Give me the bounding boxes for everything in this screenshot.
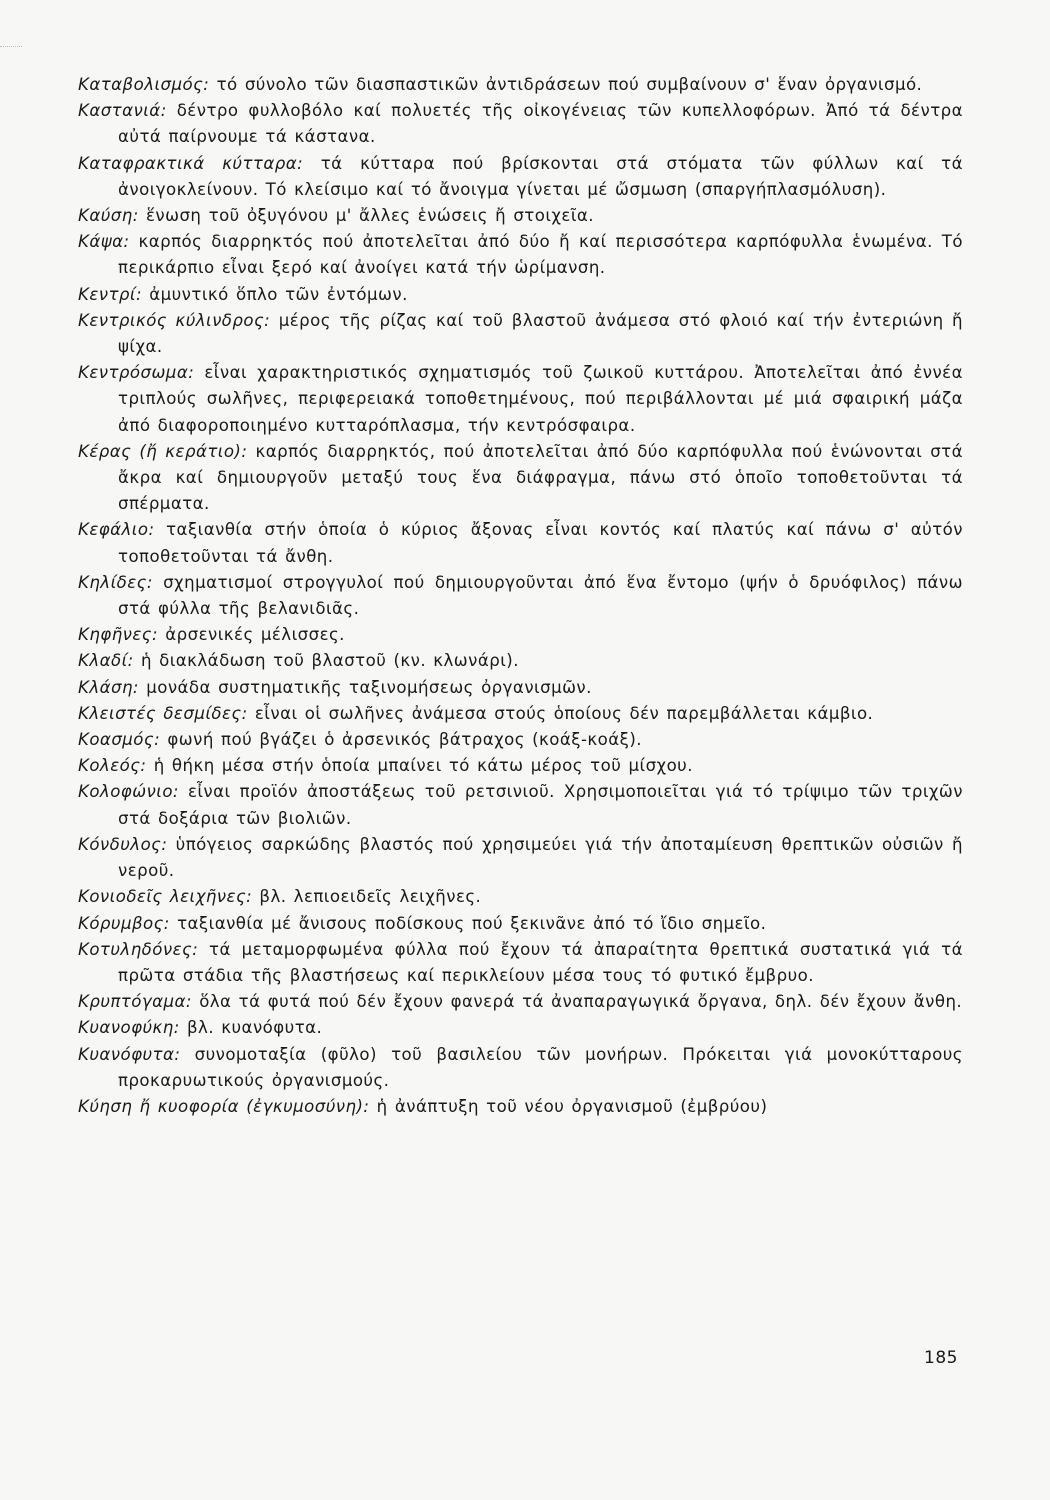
entry-definition: καρπός διαρρηκτός, πού ἀποτελεῖται ἀπό δύο καρπόφυλλα πού ἑνώνονται στά ἄκρα καί δημιουργοῦν μεταξύ τους ἕνα διάφραγμα, πάνω στό ὁποῖο τοποθετοῦνται τά σπέρματα. (118, 441, 963, 514)
entry-definition: ἡ διακλάδωση τοῦ βλαστοῦ (κν. κλωνάρι). (140, 651, 519, 671)
entry-term: Κλειστές δεσμίδες: (78, 703, 248, 723)
entry-term: Κοτυληδόνες: (78, 939, 199, 959)
glossary-entry (78, 151, 963, 203)
entry-definition: συνομοταξία (φῦλο) τοῦ βασιλείου τῶν μονήρων. Πρόκειται γιά μονοκύτταρους προκαρυωτικούς ὀργανισμούς. (118, 1044, 963, 1090)
entry-definition: φωνή πού βγάζει ὁ ἀρσενικός βάτραχος (κοάξ-κοάξ). (167, 730, 642, 750)
entry-term: Κέρας (ἤ κεράτιο): (78, 441, 248, 461)
glossary-entry (78, 648, 963, 674)
entry-term: Κολοφώνιο: (78, 782, 179, 802)
entry-definition: βλ. κυανόφυτα. (187, 1018, 323, 1038)
entry-term: Κλάση: (78, 677, 139, 697)
entry-term: Κυανόφυτα: (78, 1044, 181, 1064)
entry-definition: καρπός διαρρηκτός πού ἀποτελεῖται ἀπό δύο ἤ καί περισσότερα καρπόφυλλα ἑνωμένα. Τό περικάρπιο εἶναι ξερό καί ἀνοίγει κατά τήν ὡρίμανση. (118, 232, 963, 278)
entry-definition: βλ. λεπιοειδεῖς λειχῆνες. (259, 887, 482, 907)
entry-definition: ἀρσενικές μέλισσες. (165, 625, 345, 645)
entry-term: Κύηση ἤ κυοφορία (ἐγκυμοσύνη): (78, 1096, 370, 1116)
glossary-entry (78, 675, 963, 701)
entry-definition: ταξιανθία στήν ὁποία ὁ κύριος ἄξονας εἶναι κοντός καί πλατύς καί πάνω σ' αὐτόν τοποθετοῦνται τά ἄνθη. (118, 520, 963, 566)
entry-definition: ἕνωση τοῦ ὀξυγόνου μ' ἄλλες ἑνώσεις ἤ στοιχεῖα. (145, 206, 595, 226)
entry-term: Καστανιά: (78, 101, 167, 121)
entry-definition: τά κύτταρα πού βρίσκονται στά στόματα τῶν φύλλων καί τά ἀνοιγοκλείνουν. Τό κλείσιμο καί τό ἄνοιγμα γίνεται μέ ὤσμωση (σπαργήπλασμόλυση). (118, 153, 963, 199)
page-number: 185 (924, 1348, 958, 1368)
entry-term: Κόρυμβος: (78, 913, 170, 933)
glossary-entries (78, 72, 963, 1120)
scan-mark (0, 46, 22, 51)
glossary-entry (78, 779, 963, 831)
entry-definition: εἶναι οἱ σωλῆνες ἀνάμεσα στούς ὁποίους δέν παρεμβάλλεται κάμβιο. (254, 703, 874, 723)
glossary-entry (78, 517, 963, 569)
glossary-entry (78, 884, 963, 910)
glossary-entry (78, 701, 963, 727)
entry-term: Κονιοδεῖς λειχῆνες: (78, 887, 253, 907)
entry-term: Κεφάλιο: (78, 520, 155, 540)
entry-definition: δέντρο φυλλοβόλο καί πολυετές τῆς οἰκογένειας τῶν κυπελλοφόρων. Ἀπό τά δέντρα αὐτά παίρνουμε τά κάστανα. (118, 101, 964, 147)
entry-definition: ἡ θήκη μέσα στήν ὁποία μπαίνει τό κάτω μέρος τοῦ μίσχου. (153, 756, 693, 776)
entry-term: Κηλίδες: (78, 572, 153, 592)
glossary-entry (78, 1042, 963, 1094)
glossary-entry (78, 989, 963, 1015)
entry-definition: μέρος τῆς ρίζας καί τοῦ βλαστοῦ ἀνάμεσα στό φλοιό καί τήν ἐντεριώνη ἤ ψίχα. (118, 310, 963, 357)
entry-term: Κεντρόσωμα: (78, 363, 195, 383)
entry-definition: ἡ ἀνάπτυξη τοῦ νέου ὀργανισμοῦ (ἐμβρύου) (376, 1096, 768, 1116)
glossary-entry (78, 360, 963, 439)
glossary-entry (78, 727, 963, 753)
glossary-entry (78, 72, 963, 98)
glossary-entry (78, 282, 963, 308)
entry-term: Κρυπτόγαμα: (78, 992, 192, 1012)
glossary-entry (78, 911, 963, 937)
glossary-entry (78, 622, 963, 648)
entry-term: Κεντρικός κύλινδρος: (78, 310, 271, 330)
entry-definition: ταξιανθία μέ ἄνισους ποδίσκους πού ξεκινᾶνε ἀπό τό ἴδιο σημεῖο. (177, 913, 767, 933)
glossary-entry (78, 229, 963, 281)
entry-definition: ὅλα τά φυτά πού δέν ἔχουν φανερά τά ἀναπαραγωγικά ὄργανα, δηλ. δέν ἔχουν ἄνθη. (199, 992, 963, 1012)
entry-term: Καταφρακτικά κύτταρα: (78, 153, 304, 173)
entry-definition: σχηματισμοί στρογγυλοί πού δημιουργοῦνται ἀπό ἕνα ἔντομο (ψήν ὁ δρυόφιλος) πάνω στά φύλλα τῆς βελανιδιᾶς. (118, 572, 963, 619)
entry-definition: ἀμυντικό ὅπλο τῶν ἐντόμων. (149, 284, 408, 304)
entry-term: Κολεός: (78, 756, 147, 776)
glossary-entry (78, 570, 963, 622)
entry-term: Κάψα: (78, 232, 130, 252)
entry-term: Κόνδυλος: (78, 834, 168, 854)
glossary-entry (78, 98, 963, 150)
entry-definition: εἶναι προϊόν ἀποστάξεως τοῦ ρετσινιοῦ. Χρησιμοποιεῖται γιά τό τρίψιμο τῶν τριχῶν στά δοξάρια τῶν βιολιῶν. (118, 782, 963, 828)
entry-definition: εἶναι χαρακτηριστικός σχηματισμός τοῦ ζωικοῦ κυττάρου. Ἀποτελεῖται ἀπό ἐννέα τριπλούς σωλῆνες, περιφερειακά τοποθετημένους, πού περιβάλλονται μέ μιά σφαιρική μάζα ἀπό διαφοροποιημένο κυτταρόπλασμα, τήν κεντρόσφαιρα. (118, 363, 963, 435)
glossary-entry (78, 308, 963, 360)
entry-term: Κεντρί: (78, 284, 142, 304)
entry-term: Καταβολισμός: (78, 75, 210, 94)
entry-term: Κοασμός: (78, 730, 161, 750)
glossary-entry (78, 439, 963, 518)
entry-term: Κηφῆνες: (78, 625, 159, 645)
entry-definition: ὑπόγειος σαρκώδης βλαστός πού χρησιμεύει γιά τήν ἀποταμίευση θρεπτικῶν οὐσιῶν ἤ νεροῦ. (118, 834, 963, 881)
glossary-entry (78, 203, 963, 229)
glossary-entry (78, 937, 963, 989)
glossary-entry (78, 1015, 963, 1041)
entry-definition: τό σύνολο τῶν διασπαστικῶν ἀντιδράσεων πού συμβαίνουν σ' ἕναν ὀργανισμό. (216, 75, 923, 94)
glossary-entry (78, 832, 963, 884)
entry-term: Κλαδί: (78, 651, 134, 671)
entry-term: Καύση: (78, 206, 139, 226)
entry-definition: τά μεταμορφωμένα φύλλα πού ἔχουν τά ἀπαραίτητα θρεπτικά συστατικά γιά τά πρῶτα στάδια τῆς βλαστήσεως καί περικλείουν μέσα τους τό φυτικό ἔμβρυο. (118, 939, 963, 985)
entry-term: Κυανοφύκη: (78, 1018, 180, 1038)
glossary-entry (78, 1094, 963, 1120)
entry-definition: μονάδα συστηματικῆς ταξινομήσεως ὀργανισμῶν. (146, 677, 592, 697)
glossary-entry (78, 753, 963, 779)
